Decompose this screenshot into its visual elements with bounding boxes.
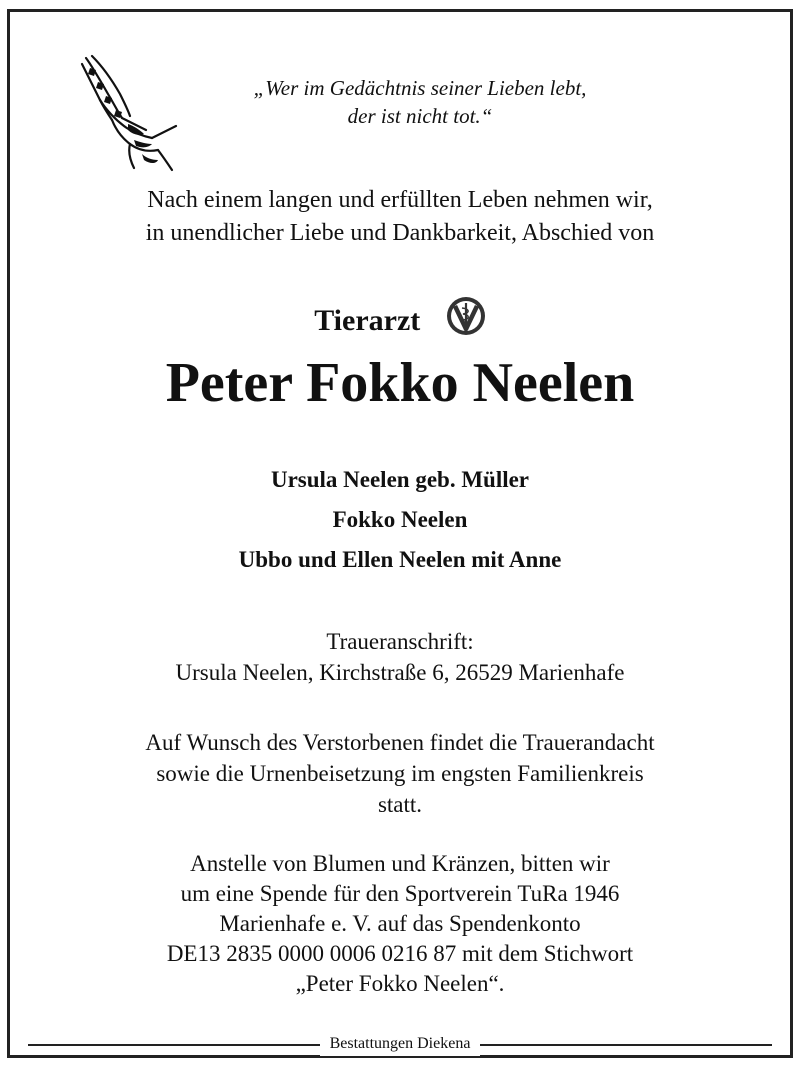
ceremony-line-3: statt. [377,792,423,817]
deceased-name: Peter Fokko Neelen [165,352,635,414]
motto-quote [180,74,660,130]
intro-text [0,184,800,250]
ceremony-notice [0,727,800,820]
donation-line-2: um eine Spende für den Sportverein TuRa 1946 [180,881,620,906]
ceremony-line-2: sowie die Urnenbeisetzung im engsten Familienkreis [156,761,644,786]
intro-line-2: in unendlicher Liebe und Dankbarkeit, Abschied von [145,220,655,246]
profession-title [0,296,800,341]
mourning-address [0,626,800,688]
motto-line-1: „Wer im Gedächtnis seiner Lieben lebt, [253,76,587,100]
intro-line-1: Nach einem langen und erfüllten Leben nehmen wir, [147,187,653,213]
funeral-home-name: Bestattungen Diekena [320,1032,481,1056]
family-member: Ubbo und Ellen Neelen mit Anne [238,547,562,572]
donation-line-3: Marienhafe e. V. auf das Spendenkonto [219,911,581,936]
address-label: Traueranschrift: [326,629,474,654]
motto-line-2: der ist nicht tot.“ [347,104,493,128]
profession-label: Tierarzt [314,304,421,337]
praying-hands-icon [72,54,180,172]
veterinary-emblem-icon [446,296,486,336]
donation-line-4: DE13 2835 0000 0006 0216 87 mit dem Stichwort [166,941,634,966]
donation-line-1: Anstelle von Blumen und Kränzen, bitten wir [190,851,610,876]
footer [0,1032,800,1056]
ceremony-line-1: Auf Wunsch des Verstorbenen findet die Trauerandacht [145,730,655,755]
family-list [0,460,800,580]
address-line: Ursula Neelen, Kirchstraße 6, 26529 Marienhafe [175,660,625,685]
family-member: Fokko Neelen [332,507,468,532]
donation-line-5: „Peter Fokko Neelen“. [295,971,505,996]
donation-notice [0,849,800,999]
family-member: Ursula Neelen geb. Müller [270,467,530,492]
